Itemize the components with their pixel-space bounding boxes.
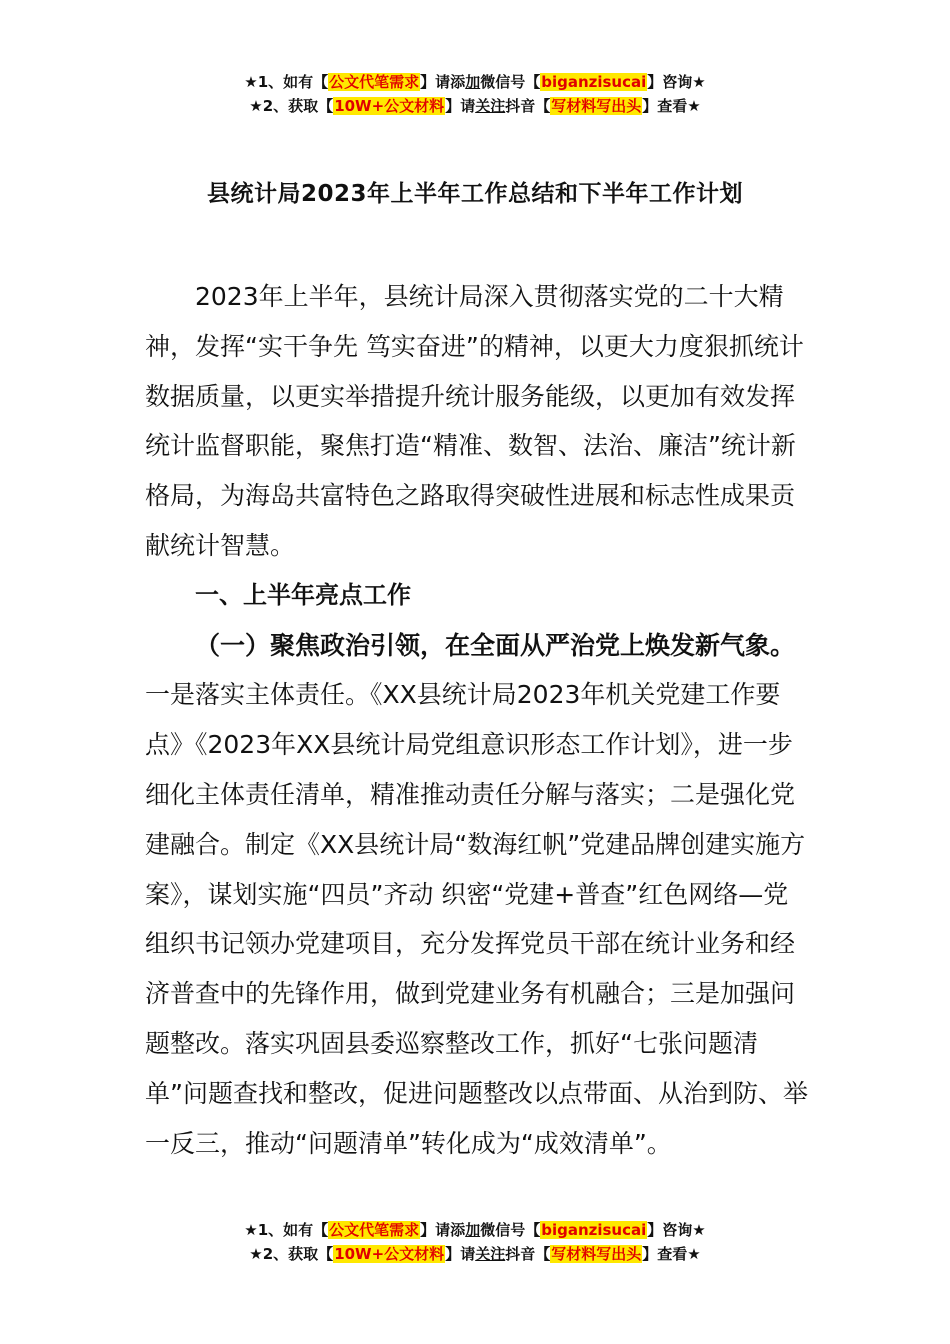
document-title: 县统计局2023年上半年工作总结和下半年工作计划 [206, 181, 743, 207]
section-heading: 一、上半年亮点工作 [195, 580, 411, 609]
promo-highlight: biganzisucai [541, 73, 647, 91]
promo-highlight: 公文代笔需求 [329, 1221, 420, 1239]
promo-highlight: 公文代笔需求 [329, 73, 420, 91]
promo-highlight: 10W+公文材料 [334, 1245, 445, 1263]
subsection-paragraph [145, 621, 813, 1169]
promo-highlight: 写材料写出头 [551, 1245, 642, 1263]
promo-highlight: biganzisucai [541, 1221, 647, 1239]
document-body [145, 272, 813, 1168]
header-promo-banner [0, 70, 950, 118]
intro-paragraph: 2023年上半年，县统计局深入贯彻落实党的二十大精神，发挥“实干争先 笃实奋进”的精神，以更大力度狠抓统计数据质量，以更实举措提升统计服务能级，以更加有效发挥统计监督职能，聚焦打造“精准、数智、法治、廉洁”统计新格局，为海岛共富特色之路取得突破性进展和标志性成果贡献统计智慧。 [145, 282, 804, 560]
promo-line-1: ★1、如有【公文代笔需求】请添加微信号【biganzisucai】咨询★ [244, 1221, 706, 1239]
footer-promo-banner [0, 1218, 950, 1266]
promo-highlight: 10W+公文材料 [334, 97, 445, 115]
subsection-body: 一是落实主体责任。《XX县统计局2023年机关党建工作要点》《2023年XX县统计局党组意识形态工作计划》，进一步细化主体责任清单，精准推动责任分解与落实；二是强化党建融合。制定《XX县统计局“数海红帆”党建品牌创建实施方案》，谋划实施“四员”齐动 织密“党建+普查”红色网络—党组织书记领办党建项目，充分发挥党员干部在统计业务和经济普查中的先锋作用，做到党建业务有机融合；三是加强问题整改。落实巩固县委巡察整改工作，抓好“七张问题清单”问题查找和整改，促进问题整改以点带面、从治到防、举一反三，推动“问题清单”转化成为“成效清单”。 [145, 680, 808, 1158]
promo-line-2: ★2、获取【10W+公文材料】请关注抖音【写材料写出头】查看★ [249, 97, 701, 115]
subsection-heading: （一）聚焦政治引领，在全面从严治党上焕发新气象。 [195, 630, 796, 660]
promo-line-1: ★1、如有【公文代笔需求】请添加微信号【biganzisucai】咨询★ [244, 73, 706, 91]
promo-line-2: ★2、获取【10W+公文材料】请关注抖音【写材料写出头】查看★ [249, 1245, 701, 1263]
promo-highlight: 写材料写出头 [551, 97, 642, 115]
